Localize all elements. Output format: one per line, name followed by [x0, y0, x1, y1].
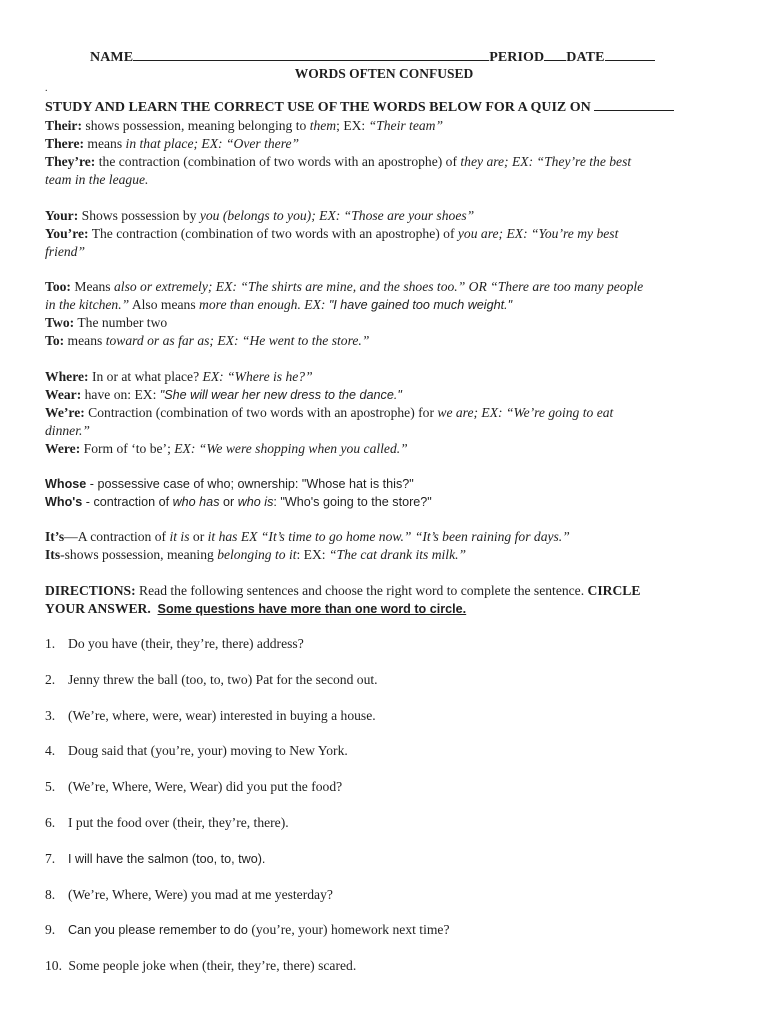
question-text[interactable]: (We’re, Where, Were) you mad at me yesterday? — [68, 887, 333, 902]
def-example: also or extremely; EX: “The shirts are mine, and the shoes too.” OR “There are too many people — [114, 279, 644, 294]
def-text: : EX: — [296, 547, 329, 562]
directions-circle: CIRCLE — [587, 583, 641, 598]
def-text: belonging to it — [217, 547, 297, 562]
def-text: who is — [237, 495, 274, 509]
def-text: Also means — [129, 297, 200, 312]
term-its: Its — [45, 547, 61, 562]
def-text: it has — [207, 529, 238, 544]
def-text: shows possession, meaning belonging to — [82, 118, 310, 133]
def-example: “Their team” — [368, 118, 444, 133]
directions-label: DIRECTIONS: — [45, 583, 136, 598]
question-item — [45, 886, 333, 904]
def-example: “The cat drank its milk.” — [328, 547, 467, 562]
name-field-line[interactable] — [133, 47, 489, 61]
definition-whose — [45, 475, 725, 493]
period-field-line[interactable] — [544, 47, 566, 61]
definition-wear — [45, 386, 725, 404]
def-example: EX: “Where is he?” — [202, 369, 313, 384]
date-label: DATE — [566, 50, 605, 65]
term-too: Too: — [45, 279, 71, 294]
question-number: 4. — [45, 743, 56, 758]
question-item — [45, 778, 342, 796]
question-number: 1. — [45, 636, 56, 651]
question-number: 6. — [45, 815, 56, 830]
def-text: Form of ‘to be’; — [80, 441, 175, 456]
study-instruction-text: STUDY AND LEARN THE CORRECT USE OF THE WORDS BELOW FOR A QUIZ ON — [45, 100, 591, 115]
term-their: Their: — [45, 118, 82, 133]
def-text: or — [219, 495, 238, 509]
term-your: Your: — [45, 208, 79, 223]
term-were-contraction: We’re: — [45, 405, 85, 420]
question-text[interactable]: Jenny threw the ball (too, to, two) Pat for the second out. — [68, 672, 378, 687]
term-whose: Whose — [45, 477, 87, 491]
question-text[interactable]: I will have the salmon (too, to, two). — [68, 852, 266, 866]
directions-note: Some questions have more than one word to circle. — [157, 602, 467, 616]
def-text: EX: — [300, 297, 329, 312]
name-label: NAME — [90, 50, 134, 65]
header-line — [90, 47, 655, 66]
def-text: means — [84, 136, 126, 151]
def-text: ; EX: — [336, 118, 369, 133]
term-whos: Who's — [45, 495, 83, 509]
quiz-date-blank[interactable] — [594, 99, 674, 111]
term-to: To: — [45, 333, 65, 348]
question-number: 9. — [45, 922, 56, 937]
definition-where — [45, 368, 725, 386]
question-item — [45, 742, 348, 760]
directions — [45, 582, 725, 600]
term-there: There: — [45, 136, 85, 151]
question-number: 2. — [45, 672, 56, 687]
def-text: - possessive case of who; ownership: "Whose hat is this?" — [86, 477, 414, 491]
study-instruction — [45, 99, 725, 117]
period-label: PERIOD — [489, 50, 545, 65]
def-text: —A contraction of — [64, 529, 170, 544]
term-theyre: They’re: — [45, 154, 96, 169]
def-example: you (belongs to you); EX: “Those are your shoes” — [199, 208, 475, 223]
def-example: "I have gained too much weight." — [328, 298, 513, 312]
definition-there — [45, 135, 725, 153]
def-example: in the kitchen.” — [45, 297, 130, 312]
term-youre: You’re: — [45, 226, 89, 241]
question-text[interactable]: Can you please remember to do — [68, 923, 248, 937]
question-item — [45, 814, 289, 832]
def-example: in that place; EX: “Over there” — [125, 136, 300, 151]
directions-text: Read the following sentences and choose the right word to complete the sentence. — [135, 583, 588, 598]
question-text[interactable]: (We’re, where, were, wear) interested in buying a house. — [68, 708, 376, 723]
question-item — [45, 850, 265, 868]
question-text[interactable]: (We’re, Where, Were, Wear) did you put the food? — [68, 779, 343, 794]
def-text: it is — [169, 529, 190, 544]
definition-to — [45, 332, 725, 350]
definition-theyre — [45, 153, 725, 171]
def-example: we are; EX: “We’re going to eat — [437, 405, 614, 420]
def-text: In or at what place? — [88, 369, 203, 384]
definition-were-contraction — [45, 404, 725, 422]
def-text: The number two — [74, 315, 168, 330]
definition-theyre-cont: team in the league. — [45, 172, 149, 187]
question-number: 10. — [45, 958, 62, 973]
definition-were-contraction-cont: dinner.” — [45, 423, 90, 438]
definition-its — [45, 546, 725, 564]
term-its-contraction: It’s — [45, 529, 65, 544]
def-text: Contraction (combination of two words with an apostrophe) for — [84, 405, 438, 420]
question-text[interactable]: Doug said that (you’re, your) moving to New York. — [68, 743, 348, 758]
question-text[interactable]: I put the food over (their, they’re, there). — [68, 815, 289, 830]
question-text[interactable]: Do you have (their, they’re, there) address? — [68, 636, 304, 651]
question-number: 8. — [45, 887, 56, 902]
def-text: them — [309, 118, 337, 133]
def-text: or — [189, 529, 208, 544]
def-text: The contraction (combination of two words with an apostrophe) of — [88, 226, 458, 241]
directions-cont — [45, 600, 725, 618]
question-text[interactable]: Some people joke when (their, they’re, there) scared. — [65, 958, 357, 973]
definition-their — [45, 117, 725, 135]
definition-too — [45, 278, 725, 296]
term-wear: Wear: — [45, 387, 82, 402]
def-text: -shows possession, meaning — [60, 547, 218, 562]
definition-youre — [45, 225, 725, 243]
def-text: more than enough. — [199, 297, 301, 312]
def-example: EX: “We were shopping when you called.” — [174, 441, 408, 456]
def-text: means — [64, 333, 106, 348]
question-number: 7. — [45, 851, 56, 866]
stray-dot: . — [45, 83, 48, 94]
def-text: have on: EX: — [81, 387, 160, 402]
question-number: 3. — [45, 708, 56, 723]
definition-youre-cont: friend” — [45, 244, 86, 259]
def-text: who has — [172, 495, 220, 509]
definition-your — [45, 207, 725, 225]
def-text: - contraction of — [82, 495, 173, 509]
def-example: "She will wear her new dress to the dance." — [159, 388, 402, 402]
question-item — [45, 957, 356, 975]
def-text: the contraction (combination of two words with an apostrophe) of — [95, 154, 461, 169]
term-were: Were: — [45, 441, 81, 456]
definition-its-contraction — [45, 528, 725, 546]
def-example: : "Who's going to the store?" — [273, 495, 432, 509]
def-text: Shows possession by — [78, 208, 200, 223]
question-item — [45, 921, 450, 939]
question-item — [45, 671, 378, 689]
question-item — [45, 707, 376, 725]
def-text: Means — [70, 279, 114, 294]
question-number: 5. — [45, 779, 56, 794]
def-example: EX “It’s time to go home now.” “It’s been raining for days.” — [237, 529, 570, 544]
directions-answer: YOUR ANSWER. — [45, 601, 151, 616]
date-field-line[interactable] — [605, 47, 655, 61]
question-text[interactable]: (you’re, your) homework next time? — [247, 922, 450, 937]
definition-too-cont — [45, 296, 725, 314]
definition-two — [45, 314, 725, 332]
page-title: WORDS OFTEN CONFUSED — [294, 66, 474, 81]
def-example: toward or as far as; EX: “He went to the store.” — [105, 333, 370, 348]
question-item — [45, 635, 304, 653]
def-example: you are; EX: “You’re my best — [457, 226, 619, 241]
term-two: Two: — [45, 315, 75, 330]
term-where: Where: — [45, 369, 89, 384]
definition-were — [45, 440, 725, 458]
def-example: they are; EX: “They’re the best — [460, 154, 632, 169]
definition-whos — [45, 493, 725, 511]
